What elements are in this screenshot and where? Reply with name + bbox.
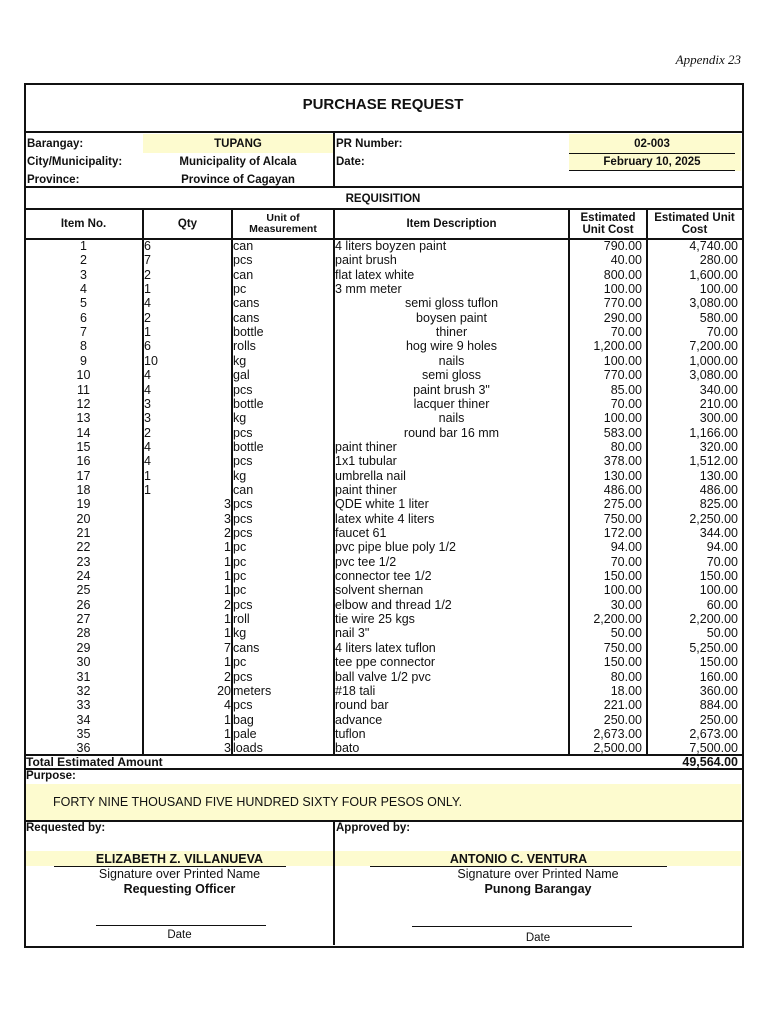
cell-description: nails (438, 353, 465, 368)
cell-unit: meters (233, 683, 272, 698)
cell-description: tuflon (335, 726, 366, 741)
cell-unit-cost: 750.00 (603, 511, 642, 526)
table-row[interactable] (24, 598, 742, 612)
cell-unit-cost: 150.00 (603, 655, 642, 670)
total-label: Total Estimated Amount (26, 755, 163, 769)
cell-description: lacquer thiner (413, 396, 490, 411)
table-row[interactable] (24, 368, 742, 382)
date-value[interactable]: February 10, 2025 (603, 156, 701, 168)
cell-item-no: 9 (80, 353, 87, 368)
table-row[interactable] (24, 426, 742, 440)
cell-unit-cost: 94.00 (610, 540, 642, 555)
cell-description: paint thiner (335, 439, 397, 454)
cell-unit-cost: 770.00 (603, 296, 642, 311)
total-value: 49,564.00 (682, 755, 738, 769)
cell-qty: 4 (144, 296, 151, 311)
cell-unit-cost: 2,200.00 (593, 612, 642, 627)
cell-unit-cost: 150.00 (603, 569, 642, 584)
table-row[interactable] (24, 239, 742, 253)
cell-item-no: 18 (76, 482, 91, 497)
cell-description: umbrella nail (335, 468, 406, 483)
cell-unit: pcs (233, 382, 253, 397)
table-row[interactable] (24, 383, 742, 397)
cell-cost: 100.00 (699, 282, 738, 297)
cell-unit: pcs (233, 497, 253, 512)
cell-qty: 2 (144, 425, 151, 440)
table-row[interactable] (24, 641, 742, 655)
cell-unit: pcs (233, 597, 253, 612)
cell-unit-cost: 70.00 (610, 396, 642, 411)
approved-signature-caption: Signature over Printed Name (457, 867, 619, 881)
cell-description: 3 mm meter (335, 282, 402, 297)
cell-description: hog wire 9 holes (405, 339, 498, 354)
cell-item-no: 1 (80, 239, 87, 253)
requested-signature-caption: Signature over Printed Name (98, 867, 261, 881)
cell-cost: 320.00 (699, 439, 738, 454)
cell-unit-cost: 100.00 (603, 353, 642, 368)
cell-description: pvc tee 1/2 (335, 554, 397, 569)
table-row[interactable] (24, 713, 742, 727)
cell-item-no: 31 (76, 669, 91, 684)
cell-cost: 3,080.00 (689, 368, 738, 383)
cell-cost: 2,200.00 (689, 612, 738, 627)
cell-description: round bar (335, 698, 389, 713)
cell-unit: pc (233, 583, 247, 598)
col-header-unit: Unit of Measurement (249, 211, 317, 235)
cell-item-no: 10 (76, 368, 91, 383)
requested-date-label: Date (167, 929, 192, 941)
approved-by-label: Approved by: (336, 822, 411, 834)
cell-item-no: 6 (80, 310, 87, 325)
cell-unit: pcs (233, 425, 253, 440)
cell-cost: 5,250.00 (689, 640, 738, 655)
cell-item-no: 3 (80, 267, 87, 282)
col-header-description: Item Description (406, 217, 497, 230)
cell-item-no: 20 (76, 511, 91, 526)
cell-qty: 10 (144, 353, 158, 368)
cell-cost: 280.00 (699, 253, 738, 268)
cell-cost: 340.00 (699, 382, 738, 397)
barangay-label: Barangay: (27, 138, 84, 150)
cell-unit: loads (233, 741, 263, 756)
appendix-label: Appendix 23 (675, 52, 741, 67)
cell-unit: pcs (233, 526, 253, 540)
cell-unit: kg (233, 353, 247, 368)
cell-item-no: 17 (76, 468, 91, 483)
cell-unit-cost: 790.00 (603, 239, 642, 253)
cell-qty: 4 (144, 368, 151, 383)
cell-description: connector tee 1/2 (335, 569, 432, 584)
cell-cost: 94.00 (706, 540, 738, 555)
cell-qty: 2 (144, 267, 151, 282)
table-row[interactable] (24, 612, 742, 626)
date-label: Date: (336, 156, 365, 168)
approved-by-name[interactable]: ANTONIO C. VENTURA (449, 852, 588, 866)
cell-cost: 60.00 (706, 597, 738, 612)
cell-item-no: 5 (80, 296, 87, 311)
table-row[interactable] (24, 727, 742, 741)
cell-description: paint brush (335, 253, 397, 268)
table-row[interactable] (24, 512, 742, 526)
cell-unit: cans (233, 296, 260, 311)
divider (333, 820, 335, 945)
cell-description: QDE white 1 liter (335, 497, 429, 512)
cell-description: advance (335, 712, 383, 727)
cell-qty: 1 (224, 726, 231, 741)
cell-item-no: 16 (76, 454, 91, 469)
cell-qty: 2 (144, 310, 151, 325)
cell-item-no: 25 (76, 583, 91, 598)
cell-unit-cost: 583.00 (603, 425, 642, 440)
cell-cost: 580.00 (699, 310, 738, 325)
cell-unit-cost: 800.00 (603, 267, 642, 282)
cell-unit: pcs (233, 669, 253, 684)
cell-cost: 1,000.00 (689, 353, 738, 368)
pr-number-label: PR Number: (336, 138, 403, 150)
cell-description: solvent shernan (335, 583, 424, 598)
table-row[interactable] (24, 626, 742, 640)
approved-position: Punong Barangay (484, 882, 592, 896)
cell-cost: 160.00 (699, 669, 738, 684)
table-row[interactable] (24, 454, 742, 468)
cell-cost: 150.00 (699, 655, 738, 670)
cell-unit-cost: 18.00 (610, 683, 642, 698)
cell-unit: pc (233, 569, 247, 584)
cell-unit: can (233, 482, 254, 497)
city-value[interactable]: Municipality of Alcala (179, 156, 297, 168)
cell-unit-cost: 221.00 (603, 698, 642, 713)
cell-cost: 7,200.00 (689, 339, 738, 354)
table-row[interactable] (24, 569, 742, 583)
cell-cost: 360.00 (699, 683, 738, 698)
cell-item-no: 32 (76, 683, 91, 698)
purpose-label: Purpose: (26, 770, 76, 782)
cell-unit: pcs (233, 253, 253, 268)
cell-cost: 70.00 (706, 325, 738, 340)
cell-unit-cost: 50.00 (610, 626, 642, 641)
cell-cost: 100.00 (699, 583, 738, 598)
underline (569, 153, 735, 154)
cell-unit-cost: 2,673.00 (593, 726, 642, 741)
cell-qty: 1 (144, 325, 151, 340)
cell-cost: 300.00 (699, 411, 738, 426)
cell-item-no: 27 (76, 612, 91, 627)
cell-cost: 1,512.00 (689, 454, 738, 469)
cell-unit: pc (233, 282, 247, 297)
cell-unit: bag (233, 712, 254, 727)
cell-qty: 4 (224, 698, 231, 713)
cell-unit: gal (233, 368, 250, 383)
cell-unit-cost: 378.00 (603, 454, 642, 469)
cell-item-no: 11 (77, 382, 90, 397)
cell-qty: 1 (224, 554, 231, 569)
cell-description: nails (438, 411, 465, 426)
cell-qty: 4 (144, 382, 151, 397)
cell-unit-cost: 80.00 (610, 669, 642, 684)
section-title: REQUISITION (345, 193, 421, 205)
cell-unit: pale (233, 726, 257, 741)
cell-item-no: 19 (76, 497, 91, 512)
province-value[interactable]: Province of Cagayan (181, 174, 295, 186)
cell-cost: 250.00 (699, 712, 738, 727)
cell-qty: 3 (224, 741, 231, 756)
table-row[interactable] (24, 282, 742, 296)
cell-unit-cost: 30.00 (610, 597, 642, 612)
cell-unit-cost: 750.00 (603, 640, 642, 655)
cell-unit-cost: 250.00 (603, 712, 642, 727)
cell-qty: 2 (224, 597, 231, 612)
table-row[interactable] (24, 555, 742, 569)
cell-cost: 825.00 (699, 497, 738, 512)
cell-description: paint thiner (335, 482, 397, 497)
cell-unit-cost: 100.00 (603, 411, 642, 426)
cell-unit: pcs (233, 511, 253, 526)
cell-unit-cost: 172.00 (603, 526, 642, 540)
cell-cost: 2,250.00 (689, 511, 738, 526)
cell-item-no: 15 (76, 439, 91, 454)
cell-item-no: 8 (80, 339, 87, 354)
cell-cost: 344.00 (699, 526, 738, 540)
col-header-unit-cost: Estimated Unit Cost (580, 211, 636, 236)
table-row[interactable] (24, 670, 742, 684)
cell-item-no: 4 (80, 282, 87, 297)
cell-item-no: 35 (76, 726, 91, 741)
cell-unit-cost: 40.00 (610, 253, 642, 268)
cell-unit-cost: 100.00 (603, 282, 642, 297)
table-row[interactable] (24, 411, 742, 425)
cell-unit: can (233, 267, 254, 282)
table-row[interactable] (24, 339, 742, 353)
cell-qty: 1 (224, 712, 231, 727)
cell-qty: 1 (224, 655, 231, 670)
table-row[interactable] (24, 311, 742, 325)
cell-qty: 3 (144, 396, 151, 411)
cell-item-no: 28 (76, 626, 91, 641)
requested-by-name[interactable]: ELIZABETH Z. VILLANUEVA (95, 852, 264, 866)
cell-description: flat latex white (335, 267, 415, 282)
cell-cost: 3,080.00 (689, 296, 738, 311)
cell-unit-cost: 70.00 (610, 554, 642, 569)
cell-unit: roll (233, 612, 250, 627)
table-row[interactable] (24, 469, 742, 483)
col-header-cost: Estimated Unit Cost (654, 211, 735, 236)
cell-description: paint brush 3" (413, 382, 490, 397)
cell-item-no: 23 (76, 554, 91, 569)
cell-item-no: 34 (76, 712, 91, 727)
cell-qty: 7 (224, 640, 231, 655)
date-line (96, 925, 266, 926)
cell-unit-cost: 80.00 (610, 439, 642, 454)
cell-unit: kg (233, 626, 247, 641)
cell-unit-cost: 770.00 (603, 368, 642, 383)
cell-item-no: 12 (76, 396, 91, 411)
page-title: PURCHASE REQUEST (302, 96, 464, 113)
cell-unit: pcs (233, 454, 253, 469)
table-row[interactable] (24, 583, 742, 597)
divider (24, 186, 742, 188)
cell-unit: cans (233, 640, 260, 655)
cell-unit: pc (233, 655, 247, 670)
cell-cost: 130.00 (699, 468, 738, 483)
cell-unit: pc (233, 554, 247, 569)
table-row[interactable] (24, 684, 742, 698)
cell-cost: 50.00 (706, 626, 738, 641)
cell-qty: 1 (224, 540, 231, 555)
cell-cost: 884.00 (699, 698, 738, 713)
table-row[interactable] (24, 526, 742, 540)
cell-qty: 1 (224, 583, 231, 598)
cell-unit: can (233, 239, 254, 253)
table-row[interactable] (24, 497, 742, 511)
table-row[interactable] (24, 325, 742, 339)
cell-item-no: 29 (76, 640, 91, 655)
cell-qty: 4 (144, 454, 151, 469)
cell-description: boysen paint (416, 310, 487, 325)
cell-qty: 2 (224, 526, 231, 540)
cell-unit-cost: 1,200.00 (593, 339, 642, 354)
cell-qty: 1 (144, 482, 151, 497)
cell-qty: 2 (224, 669, 231, 684)
divider (24, 768, 742, 770)
cell-description: tee ppe connector (335, 655, 436, 670)
cell-unit: rolls (233, 339, 256, 354)
table-row[interactable] (24, 354, 742, 368)
table-row[interactable] (24, 698, 742, 712)
table-row[interactable] (24, 540, 742, 554)
cell-qty: 4 (144, 439, 151, 454)
cell-cost: 7,500.00 (689, 741, 738, 756)
divider (333, 131, 335, 187)
table-row[interactable] (24, 655, 742, 669)
cell-description: round bar 16 mm (403, 425, 500, 440)
cell-description: bato (335, 741, 360, 756)
cell-qty: 1 (144, 282, 151, 297)
cell-description: 1x1 tubular (335, 454, 397, 469)
table-row[interactable] (24, 483, 742, 497)
cell-description: pvc pipe blue poly 1/2 (335, 540, 456, 555)
cell-qty: 3 (224, 497, 231, 512)
cell-description: 4 liters boyzen paint (335, 239, 447, 253)
cell-cost: 70.00 (706, 554, 738, 569)
cell-description: nail 3" (335, 626, 370, 641)
cell-description: 4 liters latex tuflon (335, 640, 436, 655)
barangay-value[interactable]: TUPANG (214, 138, 262, 150)
cell-qty: 1 (224, 612, 231, 627)
table-row[interactable] (24, 440, 742, 454)
cell-item-no: 22 (76, 540, 91, 555)
cell-qty: 7 (144, 253, 151, 268)
purpose-text[interactable]: FORTY NINE THOUSAND FIVE HUNDRED SIXTY FOUR PESOS ONLY. (53, 795, 463, 809)
divider (24, 131, 742, 133)
cell-qty: 1 (224, 569, 231, 584)
cell-description: #18 tali (335, 683, 376, 698)
cell-description: semi gloss tuflon (404, 296, 499, 311)
cell-description: ball valve 1/2 pvc (335, 669, 431, 684)
cell-unit-cost: 70.00 (610, 325, 642, 340)
table-row[interactable] (24, 397, 742, 411)
cell-qty: 3 (144, 411, 151, 426)
cell-qty: 6 (144, 239, 151, 253)
cell-cost: 4,740.00 (689, 239, 738, 253)
requested-position: Requesting Officer (123, 882, 236, 896)
cell-unit-cost: 100.00 (603, 583, 642, 598)
cell-unit: cans (233, 310, 260, 325)
cell-unit: bottle (233, 439, 264, 454)
cell-item-no: 24 (76, 569, 91, 584)
cell-unit: bottle (233, 396, 264, 411)
cell-cost: 210.00 (699, 396, 738, 411)
date-line (412, 926, 632, 927)
cell-description: latex white 4 liters (335, 511, 435, 526)
cell-cost: 1,166.00 (689, 425, 738, 440)
cell-qty: 1 (144, 468, 151, 483)
col-header-qty: Qty (177, 217, 198, 230)
cell-item-no: 2 (80, 253, 87, 268)
cell-description: thiner (435, 325, 468, 340)
table-row[interactable] (24, 268, 742, 282)
cell-unit-cost: 2,500.00 (593, 741, 642, 756)
underline (569, 170, 735, 171)
cell-item-no: 26 (76, 597, 91, 612)
cell-unit-cost: 290.00 (603, 310, 642, 325)
cell-unit-cost: 486.00 (603, 482, 642, 497)
cell-item-no: 33 (76, 698, 91, 713)
cell-item-no: 13 (76, 411, 91, 426)
cell-unit: bottle (233, 325, 264, 340)
province-label: Province: (27, 174, 80, 186)
cell-qty: 6 (144, 339, 151, 354)
cell-cost: 2,673.00 (689, 726, 738, 741)
city-label: City/Municipality: (27, 156, 123, 168)
cell-qty: 1 (224, 626, 231, 641)
cell-unit: kg (233, 411, 247, 426)
cell-qty: 20 (217, 683, 231, 698)
cell-unit-cost: 275.00 (603, 497, 642, 512)
cell-unit: pcs (233, 698, 253, 713)
cell-cost: 150.00 (699, 569, 738, 584)
cell-item-no: 36 (76, 741, 91, 756)
requested-by-label: Requested by: (26, 822, 106, 834)
cell-unit: pc (233, 540, 247, 555)
cell-qty: 3 (224, 511, 231, 526)
cell-description: tie wire 25 kgs (335, 612, 415, 627)
cell-unit-cost: 130.00 (603, 468, 642, 483)
cell-description: elbow and thread 1/2 (335, 597, 452, 612)
approved-date-label: Date (525, 932, 551, 944)
pr-number-value[interactable]: 02-003 (634, 138, 670, 150)
cell-unit-cost: 85.00 (610, 382, 642, 397)
cell-item-no: 30 (76, 655, 91, 670)
cell-unit: kg (233, 468, 247, 483)
cell-description: faucet 61 (335, 526, 387, 540)
cell-item-no: 21 (76, 526, 91, 540)
table-row[interactable] (24, 296, 742, 310)
col-header-item-no: Item No. (60, 217, 107, 230)
cell-item-no: 7 (80, 325, 87, 340)
cell-item-no: 14 (76, 425, 91, 440)
cell-cost: 486.00 (699, 482, 738, 497)
table-row[interactable] (24, 253, 742, 267)
cell-cost: 1,600.00 (689, 267, 738, 282)
cell-description: semi gloss (421, 368, 482, 383)
